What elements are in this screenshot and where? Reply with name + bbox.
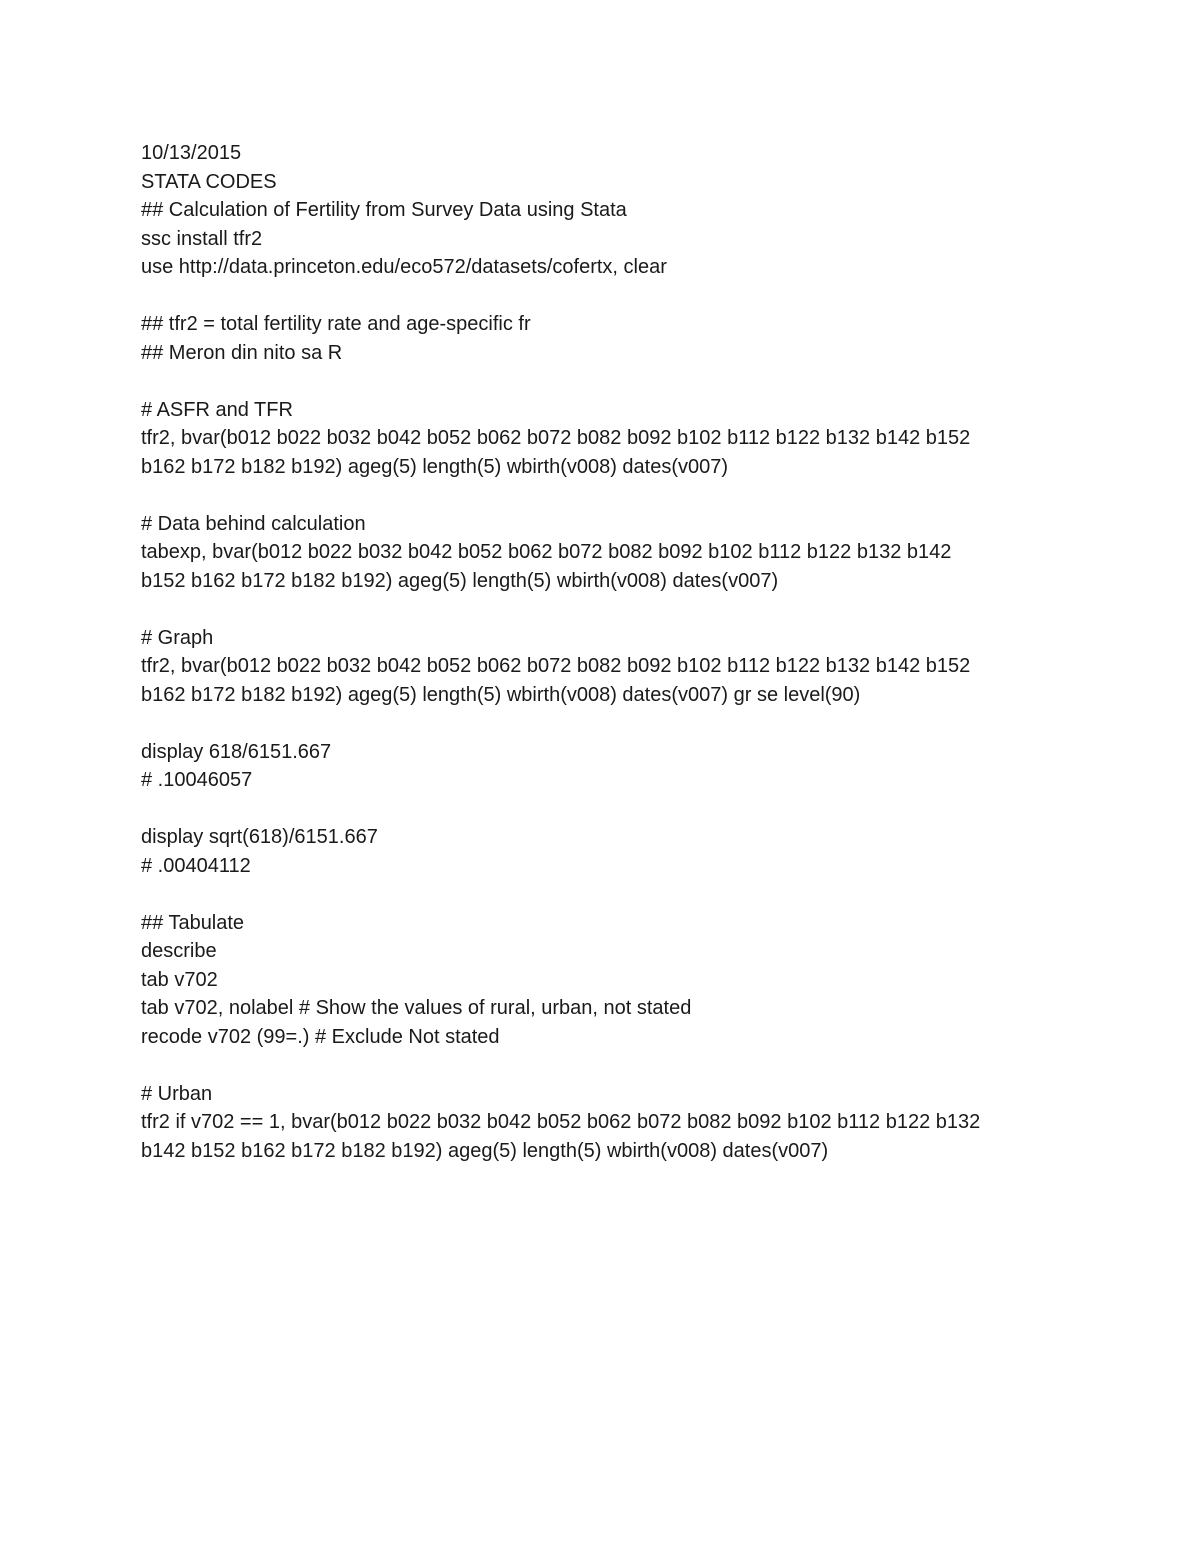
- code-line: # ASFR and TFR: [141, 398, 293, 421]
- code-line: recode v702 (99=.) # Exclude Not stated: [141, 1025, 500, 1048]
- blank-line: [141, 367, 1081, 396]
- blank-line: [141, 282, 1081, 311]
- blank-line: [141, 595, 1081, 624]
- code-block-notes: [141, 310, 1081, 367]
- code-line: b142 b152 b162 b172 b182 b192) ageg(5) length(5) wbirth(v008) dates(v007): [141, 1139, 829, 1162]
- code-line: use http://data.princeton.edu/eco572/datasets/cofertx, clear: [141, 256, 667, 278]
- document-title: STATA CODES: [141, 170, 277, 193]
- code-line: tabexp, bvar(b012 b022 b032 b042 b052 b062 b072 b082 b092 b102 b112 b122 b132 b142: [141, 541, 952, 563]
- code-block-urban: [141, 1080, 1081, 1166]
- code-line: ssc install tfr2: [141, 227, 263, 250]
- code-line: b162 b172 b182 b192) ageg(5) length(5) wbirth(v008) dates(v007): [141, 455, 729, 478]
- code-line: display sqrt(618)/6151.667: [141, 826, 378, 848]
- code-line: b162 b172 b182 b192) ageg(5) length(5) wbirth(v008) dates(v007) gr se level(90): [141, 683, 861, 706]
- document-date: 10/13/2015: [141, 142, 242, 164]
- code-block-graph: [141, 624, 1081, 710]
- code-line: tab v702, nolabel # Show the values of rural, urban, not stated: [141, 997, 692, 1019]
- code-block-intro: [141, 196, 1081, 282]
- code-line: tab v702: [141, 968, 218, 991]
- code-block-data-behind: [141, 510, 1081, 596]
- code-block-tabulate: [141, 909, 1081, 1052]
- code-line: # .10046057: [141, 769, 253, 791]
- code-line: # .00404112: [141, 854, 251, 877]
- code-line: ## tfr2 = total fertility rate and age-specific fr: [141, 313, 531, 335]
- code-line: ## Tabulate: [141, 911, 245, 934]
- blank-line: [141, 795, 1081, 824]
- code-line: describe: [141, 940, 217, 962]
- code-line: ## Calculation of Fertility from Survey Data using Stata: [141, 199, 627, 221]
- blank-line: [141, 1051, 1081, 1080]
- document-body: [141, 139, 1081, 1165]
- code-line: tfr2, bvar(b012 b022 b032 b042 b052 b062 b072 b082 b092 b102 b112 b122 b132 b142 b152: [141, 427, 971, 449]
- code-line: # Data behind calculation: [141, 512, 366, 535]
- code-line: # Urban: [141, 1082, 213, 1105]
- code-line: b152 b162 b172 b182 b192) ageg(5) length(5) wbirth(v008) dates(v007): [141, 569, 779, 592]
- code-block-display-1: [141, 738, 1081, 795]
- blank-line: [141, 481, 1081, 510]
- blank-line: [141, 709, 1081, 738]
- code-block-asfr-tfr: [141, 396, 1081, 482]
- code-line: display 618/6151.667: [141, 740, 332, 763]
- code-line: tfr2, bvar(b012 b022 b032 b042 b052 b062 b072 b082 b092 b102 b112 b122 b132 b142 b152: [141, 655, 971, 677]
- code-line: tfr2 if v702 == 1, bvar(b012 b022 b032 b042 b052 b062 b072 b082 b092 b102 b112 b122 b132: [141, 1111, 981, 1133]
- code-line: ## Meron din nito sa R: [141, 341, 343, 364]
- code-line: # Graph: [141, 626, 214, 649]
- code-block-display-2: [141, 823, 1081, 880]
- blank-line: [141, 880, 1081, 909]
